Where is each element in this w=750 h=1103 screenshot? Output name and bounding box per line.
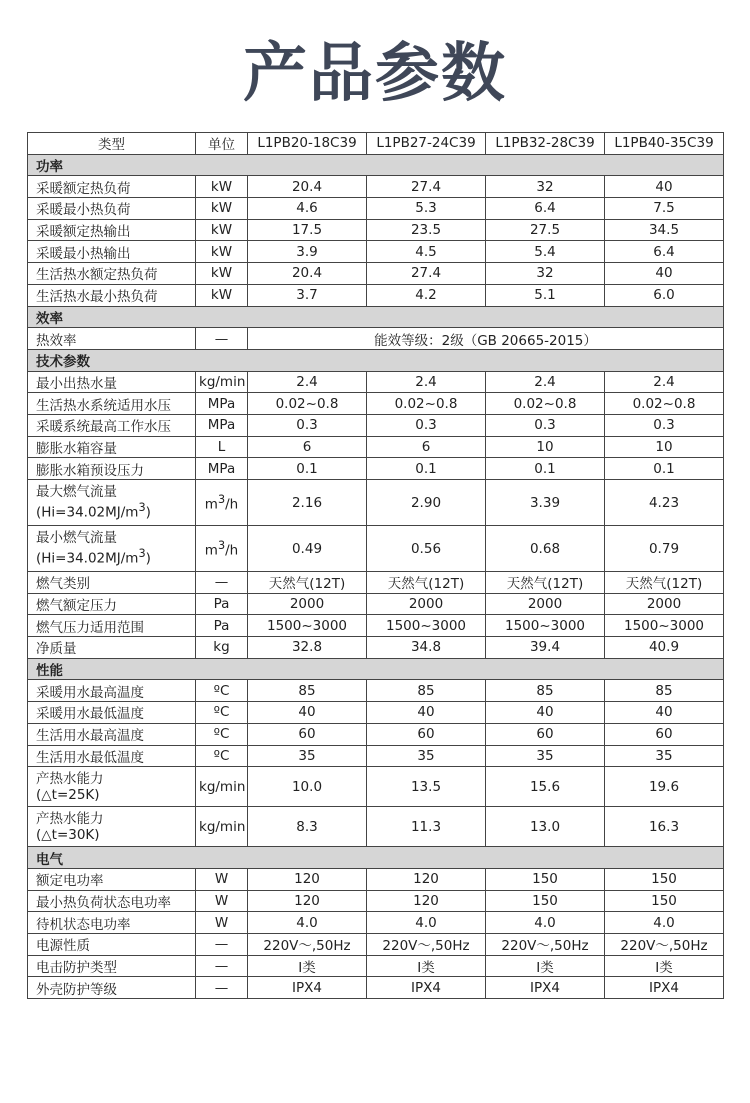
- row-unit: kW: [196, 263, 248, 285]
- table-row: [28, 572, 724, 594]
- row-value: I类: [605, 955, 724, 977]
- row-value: 19.6: [605, 767, 724, 807]
- row-value: I类: [248, 955, 367, 977]
- table-row: [28, 328, 724, 350]
- row-value: 2.90: [367, 480, 486, 526]
- row-label: 燃气额定压力: [28, 593, 196, 615]
- row-value: 0.79: [605, 526, 724, 572]
- row-value: 85: [605, 680, 724, 702]
- row-value: 2000: [486, 593, 605, 615]
- row-value: 6: [367, 436, 486, 458]
- row-value: 0.02~0.8: [248, 393, 367, 415]
- row-value: 15.6: [486, 767, 605, 807]
- row-value: 32.8: [248, 637, 367, 659]
- spec-table: [27, 132, 724, 999]
- row-unit: ºC: [196, 745, 248, 767]
- table-row: [28, 593, 724, 615]
- row-label-line2: (△t=25K): [36, 786, 100, 803]
- table-row: [28, 198, 724, 220]
- row-value: 23.5: [367, 219, 486, 241]
- row-value: 120: [367, 890, 486, 912]
- row-unit: ºC: [196, 723, 248, 745]
- row-value: 0.02~0.8: [605, 393, 724, 415]
- row-value: 34.8: [367, 637, 486, 659]
- row-value: 40: [486, 702, 605, 724]
- row-value: 60: [486, 723, 605, 745]
- row-unit: W: [196, 912, 248, 934]
- row-value: 天然气(12T): [248, 572, 367, 594]
- row-label-line2: (△t=30K): [36, 826, 100, 843]
- table-row: [28, 176, 724, 198]
- row-value: 150: [605, 868, 724, 890]
- row-unit: kW: [196, 219, 248, 241]
- row-value: 6.0: [605, 284, 724, 306]
- row-label: [28, 807, 196, 847]
- row-label: 膨胀水箱预设压力: [28, 458, 196, 480]
- table-row: [28, 637, 724, 659]
- row-value: 0.1: [605, 458, 724, 480]
- row-value: 10.0: [248, 767, 367, 807]
- row-unit: ºC: [196, 702, 248, 724]
- table-row: [28, 526, 724, 572]
- row-value: 8.3: [248, 807, 367, 847]
- row-value: 0.3: [248, 414, 367, 436]
- row-value: 40: [605, 176, 724, 198]
- row-value: 35: [367, 745, 486, 767]
- row-label: 采暖最小热输出: [28, 241, 196, 263]
- row-value: 5.1: [486, 284, 605, 306]
- row-label: 采暖系统最高工作水压: [28, 414, 196, 436]
- table-row: [28, 371, 724, 393]
- row-value: 20.4: [248, 176, 367, 198]
- unit-superscript: 3: [217, 492, 226, 506]
- page-title: 产品参数: [243, 37, 507, 111]
- row-value: 1500~3000: [605, 615, 724, 637]
- row-value: 120: [367, 868, 486, 890]
- row-value: 220V〜,50Hz: [248, 933, 367, 955]
- row-unit: MPa: [196, 393, 248, 415]
- row-value: 0.02~0.8: [367, 393, 486, 415]
- row-value: 2000: [248, 593, 367, 615]
- row-value: 4.5: [367, 241, 486, 263]
- table-row: [28, 807, 724, 847]
- row-label: 采暖额定热输出: [28, 219, 196, 241]
- row-label-line1: 最小燃气流量: [36, 530, 117, 547]
- row-label: 生活用水最低温度: [28, 745, 196, 767]
- row-value: 150: [486, 868, 605, 890]
- unit-base: m: [204, 542, 218, 559]
- row-value: 150: [486, 890, 605, 912]
- row-value: 4.6: [248, 198, 367, 220]
- row-label-end: ): [145, 550, 151, 567]
- unit-base: m: [204, 496, 218, 513]
- row-value: 85: [367, 680, 486, 702]
- row-value: 60: [605, 723, 724, 745]
- row-value: 35: [486, 745, 605, 767]
- row-unit: W: [196, 868, 248, 890]
- row-label-superscript: 3: [138, 547, 146, 561]
- row-value: 35: [248, 745, 367, 767]
- row-value: 6: [248, 436, 367, 458]
- table-row: [28, 436, 724, 458]
- row-value: 天然气(12T): [605, 572, 724, 594]
- row-value: 4.2: [367, 284, 486, 306]
- row-unit: kW: [196, 198, 248, 220]
- row-value: 0.49: [248, 526, 367, 572]
- row-unit: [196, 480, 248, 526]
- section-header: [28, 847, 724, 869]
- row-unit: MPa: [196, 458, 248, 480]
- row-value: 27.5: [486, 219, 605, 241]
- section-title: 性能: [28, 658, 724, 680]
- row-label: 燃气压力适用范围: [28, 615, 196, 637]
- row-value: 0.3: [486, 414, 605, 436]
- table-row: [28, 890, 724, 912]
- row-unit: [196, 526, 248, 572]
- row-unit: —: [196, 933, 248, 955]
- table-row: [28, 868, 724, 890]
- row-value: 17.5: [248, 219, 367, 241]
- section-title: 技术参数: [28, 349, 724, 371]
- table-row: [28, 955, 724, 977]
- row-label-line1: 产热水能力: [36, 770, 104, 787]
- efficiency-value: 能效等级：2级（GB 20665-2015）: [248, 328, 724, 350]
- row-value: IPX4: [367, 977, 486, 999]
- row-unit: —: [196, 977, 248, 999]
- table-row: [28, 977, 724, 999]
- row-value: 2000: [605, 593, 724, 615]
- row-value: 2.4: [605, 371, 724, 393]
- row-label: 热效率: [28, 328, 196, 350]
- row-label: 采暖额定热负荷: [28, 176, 196, 198]
- row-value: 10: [605, 436, 724, 458]
- row-value: 2.16: [248, 480, 367, 526]
- table-row: [28, 912, 724, 934]
- row-value: 35: [605, 745, 724, 767]
- row-value: 13.5: [367, 767, 486, 807]
- row-value: 4.0: [248, 912, 367, 934]
- row-value: 40: [367, 702, 486, 724]
- row-value: 4.0: [367, 912, 486, 934]
- row-value: 0.3: [367, 414, 486, 436]
- row-value: 60: [367, 723, 486, 745]
- unit-superscript: 3: [217, 538, 226, 552]
- row-value: 0.56: [367, 526, 486, 572]
- row-unit: kW: [196, 176, 248, 198]
- header-model: L1PB20-18C39: [248, 133, 367, 155]
- row-value: 220V〜,50Hz: [367, 933, 486, 955]
- header-unit: 单位: [196, 133, 248, 155]
- row-label: 电源性质: [28, 933, 196, 955]
- row-value: 6.4: [486, 198, 605, 220]
- row-label: 生活热水最小热负荷: [28, 284, 196, 306]
- row-value: 40: [605, 263, 724, 285]
- row-value: 85: [248, 680, 367, 702]
- row-value: I类: [486, 955, 605, 977]
- row-unit: —: [196, 955, 248, 977]
- row-value: 4.0: [486, 912, 605, 934]
- row-value: 13.0: [486, 807, 605, 847]
- row-value: 11.3: [367, 807, 486, 847]
- unit-end: /h: [225, 542, 239, 559]
- table-row: [28, 745, 724, 767]
- table-row: [28, 458, 724, 480]
- table-row: [28, 723, 724, 745]
- row-label-end: ): [145, 504, 151, 521]
- row-unit: —: [196, 328, 248, 350]
- table-row: [28, 414, 724, 436]
- row-value: 220V〜,50Hz: [486, 933, 605, 955]
- row-value: 40: [248, 702, 367, 724]
- row-label: 待机状态电功率: [28, 912, 196, 934]
- row-value: 34.5: [605, 219, 724, 241]
- row-value: 7.5: [605, 198, 724, 220]
- row-value: 10: [486, 436, 605, 458]
- row-value: 1500~3000: [248, 615, 367, 637]
- table-row: [28, 241, 724, 263]
- row-value: 150: [605, 890, 724, 912]
- row-value: 39.4: [486, 637, 605, 659]
- row-value: 0.1: [367, 458, 486, 480]
- row-value: 5.4: [486, 241, 605, 263]
- row-unit: kg/min: [196, 371, 248, 393]
- table-row: [28, 680, 724, 702]
- section-header: [28, 658, 724, 680]
- row-value: 0.1: [486, 458, 605, 480]
- row-label: 采暖用水最低温度: [28, 702, 196, 724]
- row-label-line1: 产热水能力: [36, 810, 104, 827]
- row-label: 最小热负荷状态电功率: [28, 890, 196, 912]
- row-unit: kW: [196, 241, 248, 263]
- row-value: 2.4: [486, 371, 605, 393]
- row-label: 燃气类别: [28, 572, 196, 594]
- row-label: 生活用水最高温度: [28, 723, 196, 745]
- row-unit: L: [196, 436, 248, 458]
- row-value: 天然气(12T): [367, 572, 486, 594]
- row-unit: kg/min: [196, 767, 248, 807]
- row-value: 0.68: [486, 526, 605, 572]
- row-label: [28, 480, 196, 526]
- row-value: 120: [248, 890, 367, 912]
- row-value: 3.9: [248, 241, 367, 263]
- spec-table-body: [28, 133, 724, 999]
- section-title: 电气: [28, 847, 724, 869]
- header-model: L1PB32-28C39: [486, 133, 605, 155]
- header-row: [28, 133, 724, 155]
- row-unit: kg/min: [196, 807, 248, 847]
- row-unit: ºC: [196, 680, 248, 702]
- row-value: 6.4: [605, 241, 724, 263]
- row-value: IPX4: [486, 977, 605, 999]
- row-value: 1500~3000: [486, 615, 605, 637]
- row-value: 1500~3000: [367, 615, 486, 637]
- row-value: 27.4: [367, 263, 486, 285]
- row-value: 5.3: [367, 198, 486, 220]
- row-unit: kg: [196, 637, 248, 659]
- row-value: 32: [486, 176, 605, 198]
- row-unit: Pa: [196, 615, 248, 637]
- row-label: 采暖用水最高温度: [28, 680, 196, 702]
- row-value: 2.4: [367, 371, 486, 393]
- row-label: 电击防护类型: [28, 955, 196, 977]
- row-value: 0.1: [248, 458, 367, 480]
- row-label: [28, 526, 196, 572]
- row-value: I类: [367, 955, 486, 977]
- row-value: 2000: [367, 593, 486, 615]
- section-header: [28, 349, 724, 371]
- row-value: 0.3: [605, 414, 724, 436]
- row-label: 额定电功率: [28, 868, 196, 890]
- table-row: [28, 480, 724, 526]
- row-label: 最小出热水量: [28, 371, 196, 393]
- row-label: 外壳防护等级: [28, 977, 196, 999]
- section-header: [28, 306, 724, 328]
- row-value: 天然气(12T): [486, 572, 605, 594]
- table-row: [28, 702, 724, 724]
- row-unit: kW: [196, 284, 248, 306]
- row-label: [28, 767, 196, 807]
- row-unit: —: [196, 572, 248, 594]
- row-label-line2: (Hi=34.02MJ/m: [36, 550, 139, 567]
- table-row: [28, 393, 724, 415]
- row-label: 生活热水额定热负荷: [28, 263, 196, 285]
- header-model: L1PB40-35C39: [605, 133, 724, 155]
- row-label: 采暖最小热负荷: [28, 198, 196, 220]
- row-value: 27.4: [367, 176, 486, 198]
- row-unit: MPa: [196, 414, 248, 436]
- row-value: 60: [248, 723, 367, 745]
- section-header: [28, 154, 724, 176]
- row-unit: W: [196, 890, 248, 912]
- row-value: IPX4: [605, 977, 724, 999]
- table-row: [28, 219, 724, 241]
- row-value: 0.02~0.8: [486, 393, 605, 415]
- row-value: IPX4: [248, 977, 367, 999]
- row-label-superscript: 3: [138, 501, 146, 515]
- row-label-line1: 最大燃气流量: [36, 484, 117, 501]
- row-value: 3.7: [248, 284, 367, 306]
- table-row: [28, 767, 724, 807]
- section-title: 功率: [28, 154, 724, 176]
- row-value: 3.39: [486, 480, 605, 526]
- row-value: 40.9: [605, 637, 724, 659]
- table-row: [28, 933, 724, 955]
- row-value: 220V〜,50Hz: [605, 933, 724, 955]
- row-label: 膨胀水箱容量: [28, 436, 196, 458]
- table-row: [28, 263, 724, 285]
- section-title: 效率: [28, 306, 724, 328]
- header-model: L1PB27-24C39: [367, 133, 486, 155]
- row-unit: Pa: [196, 593, 248, 615]
- row-label-line2: (Hi=34.02MJ/m: [36, 504, 139, 521]
- row-label: 净质量: [28, 637, 196, 659]
- row-value: 32: [486, 263, 605, 285]
- row-value: 2.4: [248, 371, 367, 393]
- header-type: 类型: [28, 133, 196, 155]
- row-value: 4.0: [605, 912, 724, 934]
- table-row: [28, 284, 724, 306]
- table-row: [28, 615, 724, 637]
- row-value: 20.4: [248, 263, 367, 285]
- row-value: 4.23: [605, 480, 724, 526]
- row-label: 生活热水系统适用水压: [28, 393, 196, 415]
- unit-end: /h: [225, 496, 239, 513]
- row-value: 120: [248, 868, 367, 890]
- row-value: 40: [605, 702, 724, 724]
- row-value: 85: [486, 680, 605, 702]
- row-value: 16.3: [605, 807, 724, 847]
